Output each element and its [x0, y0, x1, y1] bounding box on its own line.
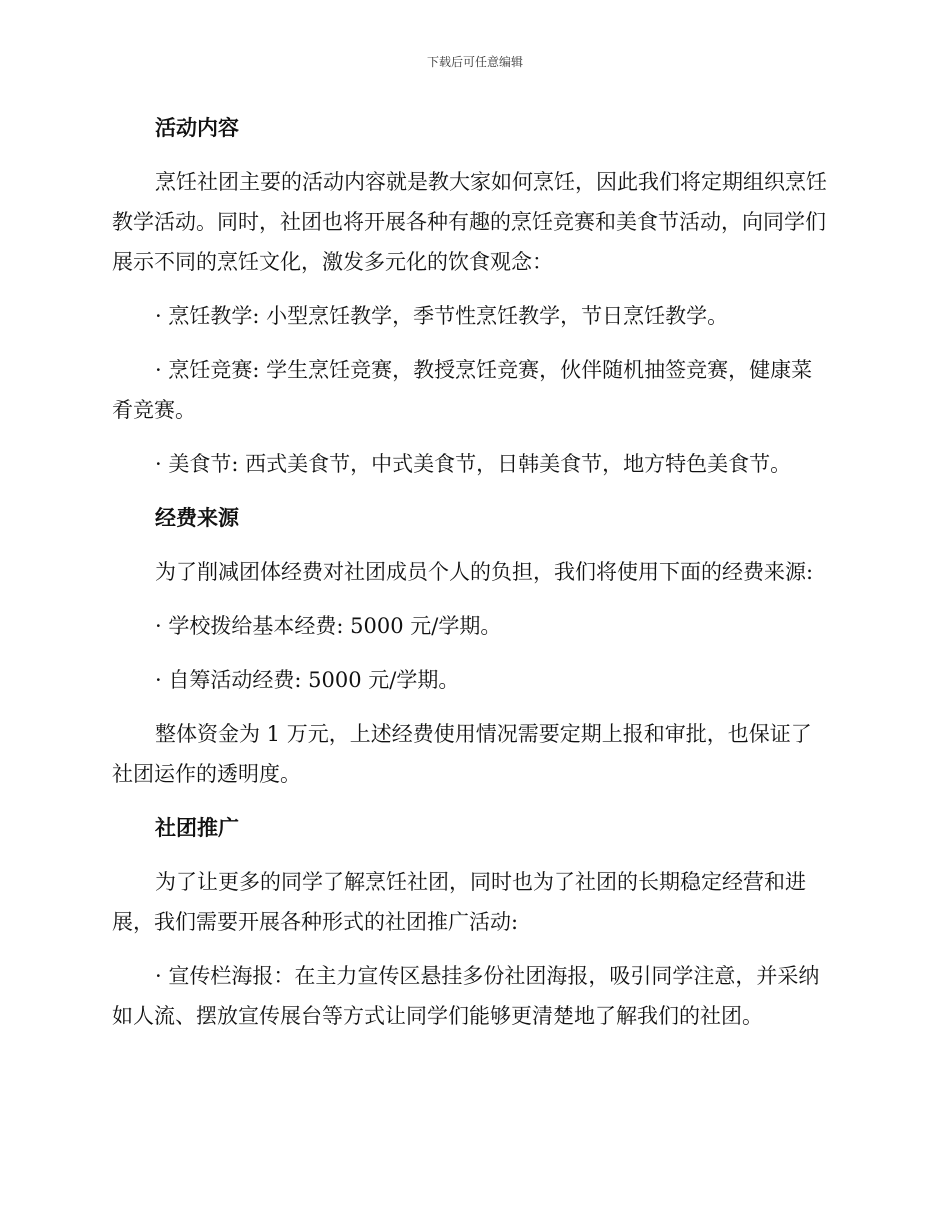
- bullet-symbol: ·: [155, 358, 162, 382]
- section-heading: 活动内容: [155, 115, 239, 140]
- section-intro: 为了削减团体经费对社团成员个人的负担，我们将使用下面的经费来源:: [155, 560, 814, 584]
- section-funding: [112, 498, 832, 794]
- bullet-item: [112, 296, 832, 336]
- section-intro: 烹饪社团主要的活动内容就是教大家如何烹饪，因此我们将定期组织烹饪教学活动。同时，社团也将开展各种有趣的烹饪竞赛和美食节活动，向同学们展示不同的烹饪文化，激发多元化的饮食观念：: [112, 170, 827, 274]
- bullet-item: [112, 660, 832, 700]
- section-outro: 整体资金为 1 万元，上述经费使用情况需要定期上报和审批，也保证了社团运作的透明度。: [112, 722, 812, 786]
- page-header: 下载后可任意编辑: [426, 55, 523, 69]
- bullet-text: 美食节: 西式美食节，中式美食节，日韩美食节，地方特色美食节。: [168, 452, 792, 476]
- bullet-text: 自筹活动经费: 5000 元/学期。: [168, 668, 460, 692]
- bullet-item: [112, 444, 832, 484]
- bullet-item: [112, 606, 832, 646]
- bullet-symbol: ·: [155, 614, 162, 638]
- bullet-item: [112, 956, 832, 1036]
- bullet-text: 烹饪竞赛: 学生烹饪竞赛，教授烹饪竞赛，伙伴随机抽签竞赛，健康菜肴竞赛。: [112, 358, 813, 422]
- section-promotion: [112, 808, 832, 1036]
- bullet-symbol: ·: [155, 668, 162, 692]
- bullet-text: 烹饪教学: 小型烹饪教学，季节性烹饪教学，节日烹饪教学。: [168, 304, 729, 328]
- section-heading: 社团推广: [155, 815, 239, 840]
- section-heading: 经费来源: [155, 505, 239, 530]
- bullet-item: [112, 350, 832, 430]
- bullet-symbol: ·: [155, 452, 162, 476]
- bullet-symbol: ·: [155, 964, 162, 988]
- section-intro: 为了让更多的同学了解烹饪社团，同时也为了社团的长期稳定经营和进展，我们需要开展各种形式的社团推广活动:: [112, 870, 806, 934]
- document-body: [112, 108, 832, 1050]
- bullet-text: 学校拨给基本经费: 5000 元/学期。: [168, 614, 502, 638]
- bullet-symbol: ·: [155, 304, 162, 328]
- section-activities: [112, 108, 832, 484]
- bullet-text: 宣传栏海报：在主力宣传区悬挂多份社团海报，吸引同学注意，并采纳如人流、摆放宣传展台等方式让同学们能够更清楚地了解我们的社团。: [112, 964, 820, 1028]
